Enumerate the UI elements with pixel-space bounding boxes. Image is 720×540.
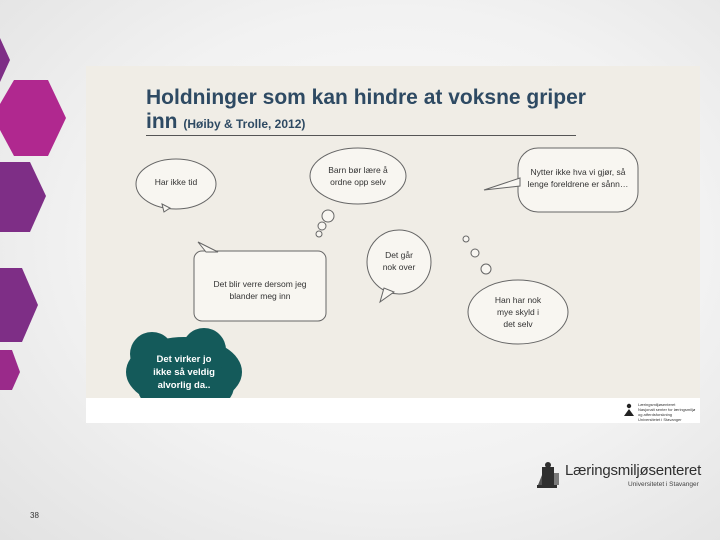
- bubble-line: Det blir verre dersom jeg: [213, 279, 307, 289]
- hexagon-shape: [0, 350, 20, 390]
- bubble-text-har-ikke-tid: [136, 176, 216, 188]
- logo-line: Læringsmiljøsenteret: [638, 402, 676, 407]
- slide-footer-logo: [622, 400, 694, 420]
- brand-logo: [534, 461, 702, 493]
- bubble-line: lenge foreldrene er sånn…: [527, 179, 629, 189]
- bubble-line: alvorlig da..: [157, 380, 211, 391]
- bubble-line: Har ikke tid: [154, 177, 198, 187]
- hexagon-decoration: [0, 0, 80, 400]
- logo-line: Nasjonalt senter for læringsmiljø: [638, 407, 696, 412]
- bubble-line: det selv: [503, 319, 533, 329]
- brand-name: Læringsmiljøsenteret: [565, 462, 702, 479]
- bubble-text-ikke-alvorlig: [134, 353, 234, 392]
- slide-footer-logo-text: [638, 402, 695, 422]
- bubble-text-nytter-ikke: [518, 166, 638, 190]
- page-number: 38: [30, 511, 39, 520]
- bubble-text-barn-bor-laere: [310, 164, 406, 188]
- bubble-text-verre-dersom: [194, 278, 326, 302]
- logo-figure-icon: [622, 403, 636, 417]
- bubble-line: Det virker jo: [156, 354, 212, 365]
- slide-footer-strip: [86, 398, 700, 423]
- bubble-line: Nytter ikke hva vi gjør, så: [530, 167, 626, 177]
- bubble-line: ikke så veldig: [153, 367, 215, 378]
- hexagon-shape: [0, 162, 46, 232]
- bubble-line: Det går: [385, 250, 413, 260]
- slide-title-citation: (Høiby & Trolle, 2012): [183, 117, 306, 131]
- hexagon-shape: [0, 38, 10, 82]
- slide-image: [86, 66, 700, 423]
- bubble-line: nok over: [382, 262, 416, 272]
- bubble-line: Barn bør lære å: [328, 165, 388, 175]
- brand-figure-icon: [534, 461, 564, 491]
- hexagon-shape: [0, 268, 38, 342]
- bubble-text-det-gar-over: [369, 249, 429, 273]
- logo-line: og atferdsforskning: [638, 412, 673, 417]
- bubble-text-skyld-selv: [478, 294, 558, 330]
- bubble-line: mye skyld i: [496, 307, 540, 317]
- bubble-line: ordne opp selv: [330, 177, 386, 187]
- brand-subtitle: Universitetet i Stavanger: [628, 481, 699, 488]
- hexagon-shape: [0, 80, 66, 156]
- thought-bubble-barn-bor-laere: [310, 148, 406, 237]
- bubble-line: Han har nok: [494, 295, 542, 305]
- bubble-line: blander meg inn: [229, 291, 291, 301]
- logo-line: Universitetet i Stavanger: [638, 417, 682, 422]
- slide-title-main: Holdninger som kan hindre at voksne griper inn: [146, 86, 586, 133]
